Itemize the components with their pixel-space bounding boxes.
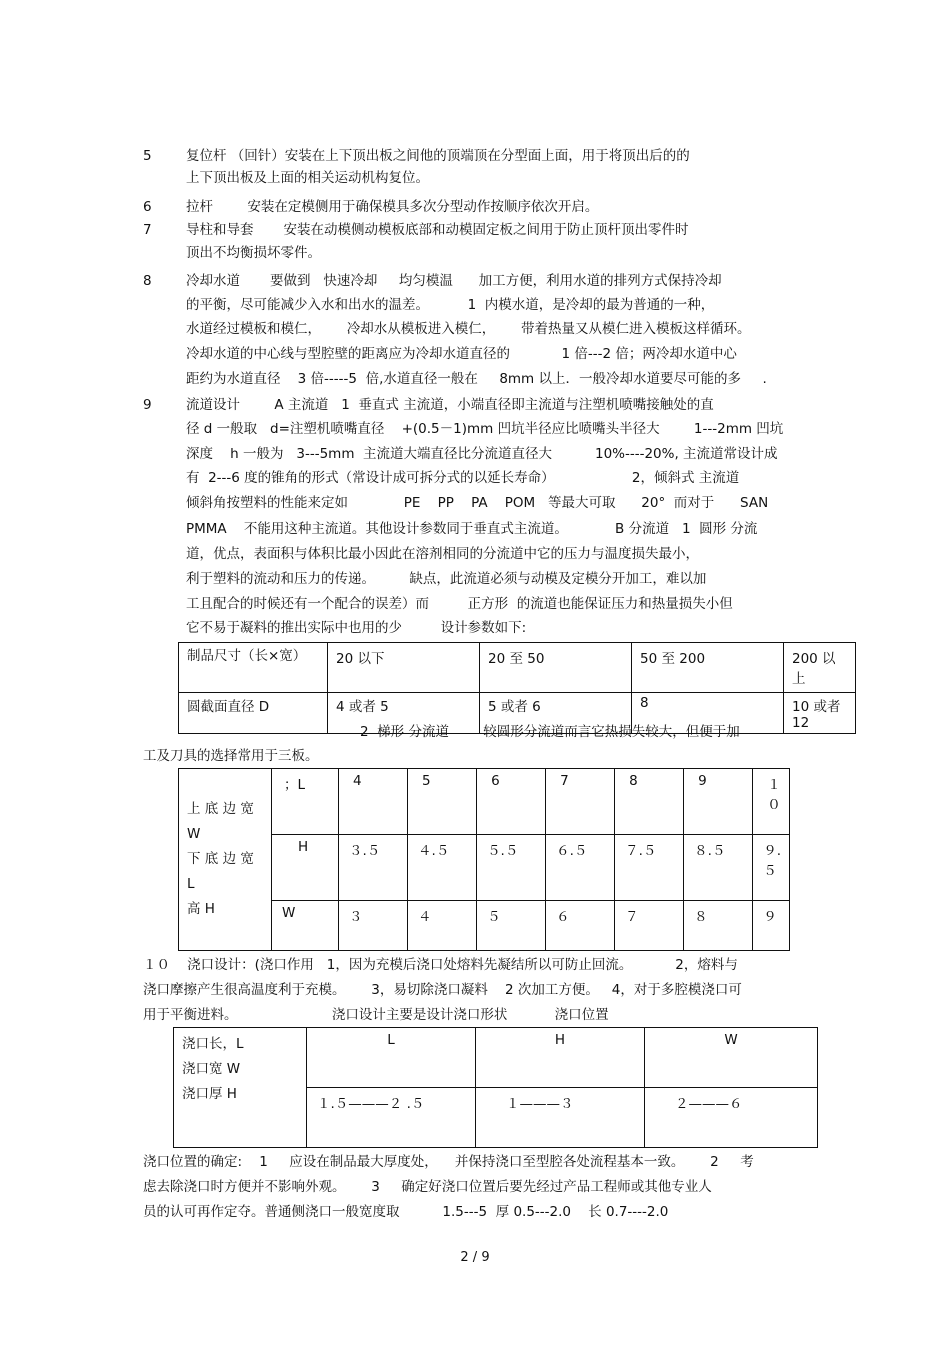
item-number-7: 7 <box>143 222 152 238</box>
table3-header-w <box>645 1028 818 1088</box>
table2-cell <box>753 901 790 951</box>
table1-header-col4-text: 200 以上 <box>792 651 836 687</box>
table3-header-w-text: W <box>724 1032 738 1048</box>
table2-cell <box>615 835 684 901</box>
gate-position-line-2: 虑去除浇口时方便并不影响外观。 3 确定好浇口位置后要先经过产品工程师或其他专业人 <box>143 1179 712 1195</box>
item-number-6: 6 <box>143 199 152 215</box>
table2-cell-text: ９.５ <box>763 843 781 879</box>
table1-header-col2 <box>480 643 632 693</box>
table2-cell <box>477 901 546 951</box>
table3-value-h-text: １———３ <box>506 1096 574 1112</box>
table2-cell-text: ５ <box>487 909 501 925</box>
table2-cell <box>408 769 477 835</box>
table2-cell <box>753 835 790 901</box>
table2-cell <box>546 901 615 951</box>
table2-cell-text: ６.５ <box>556 843 588 859</box>
table2-cell <box>339 901 408 951</box>
item-number-5: 5 <box>143 148 152 164</box>
gate-dimension-table <box>173 1027 818 1148</box>
table2-label-top-width: 上 底 边 宽 <box>187 801 254 817</box>
table2-cell-text: ８ <box>694 909 708 925</box>
table1-cell-1-text: 4 或者 5 <box>336 699 389 715</box>
table2-cell <box>546 769 615 835</box>
item-5-line-2: 上下顶出板及上面的相关运动机构复位。 <box>186 170 429 186</box>
table3-value-l <box>307 1088 476 1148</box>
table2-row-key <box>272 901 339 951</box>
table2-cell-text: ３.５ <box>349 843 381 859</box>
table2-label-l: L <box>187 876 195 892</box>
table1-header-col1-text: 20 以下 <box>336 651 385 667</box>
table2-cell-text: ７ <box>625 909 639 925</box>
table2-cell-text: ７.５ <box>625 843 657 859</box>
item-9-line-9: 工且配合的时候还有一个配合的误差）而 正方形 的流道也能保证压力和热量损失小但 <box>186 596 733 612</box>
table2-row-key-text: ；L <box>284 777 306 793</box>
table2-cell-text: ４.５ <box>418 843 450 859</box>
trapezoid-runner-line-1: 2 梯形 分流道 较圆形分流道而言它热损失较大，但便于加 <box>360 724 740 740</box>
table3-label-thickness: 浇口厚 H <box>182 1086 237 1102</box>
table2-row-key <box>272 769 339 835</box>
table2-cell-text: １０ <box>767 777 781 813</box>
table1-row-label <box>179 693 328 734</box>
table1-cell-4-text: 10 或者 12 <box>792 699 841 731</box>
table2-cell-text: 4 <box>353 773 362 789</box>
item-7-line-1: 导柱和导套 安装在动模侧动模板底部和动模固定板之间用于防止顶杆顶出零件时 <box>186 222 689 238</box>
table1-cell-2-text: 5 或者 6 <box>488 699 541 715</box>
item-7-line-2: 顶出不均衡损坏零件。 <box>186 245 321 261</box>
table3-value-w <box>645 1088 818 1148</box>
table1-header-col3-text: 50 至 200 <box>640 651 706 667</box>
table2-cell <box>408 901 477 951</box>
table2-cell-text: 7 <box>560 773 569 789</box>
table3-labels <box>174 1028 307 1148</box>
gate-design-line-3: 用于平衡进料。 浇口设计主要是设计浇口形状 浇口位置 <box>143 1007 609 1023</box>
table2-cell-text: ９ <box>763 909 777 925</box>
item-8-line-4: 冷却水道的中心线与型腔壁的距离应为冷却水道直径的 1 倍---2 倍；两冷却水道中心 <box>186 346 737 362</box>
table1-cell-4 <box>784 693 856 734</box>
item-8-line-2: 的平衡，尽可能减少入水和出水的温差。 1 内模水道，是冷却的最为普通的一种， <box>186 297 715 313</box>
table3-value-l-text: １.５———２ .５ <box>317 1096 425 1112</box>
table3-label-width: 浇口宽 W <box>182 1061 241 1077</box>
table2-labels <box>179 769 272 951</box>
item-6-line-1: 拉杆 安装在定模侧用于确保模具多次分型动作按顺序依次开启。 <box>186 199 599 215</box>
item-5-line-1: 复位杆 （回针）安装在上下顶出板之间他的顶端顶在分型面上面，用于将顶出后的的 <box>186 148 690 164</box>
table2-cell-text: ３ <box>349 909 363 925</box>
table2-cell <box>684 835 753 901</box>
table2-row-key-text: W <box>282 905 296 921</box>
item-9-line-6: PMMA 不能用这种主流道。其他设计参数同于垂直式主流道。 B 分流道 1 圆形 分流 <box>186 521 758 537</box>
table2-row-key-text: H <box>298 839 309 855</box>
table2-label-height: 高 H <box>187 901 215 917</box>
trapezoid-runner-line-2: 工及刀具的选择常用于三板。 <box>143 748 319 764</box>
gate-position-line-3: 员的认可再作定夺。普通侧浇口一般宽度取 1.5---5 厚 0.5---2.0 长 0.7----2.0 <box>143 1204 669 1220</box>
item-9-line-7: 道，优点，表面积与体积比最小因此在溶剂相同的分流道中它的压力与温度损失最小， <box>186 546 699 562</box>
item-8-line-1: 冷却水道 要做到 快速冷却 均匀模温 加工方便，利用水道的排列方式保持冷却 <box>186 273 722 289</box>
item-9-line-8: 利于塑料的流动和压力的传递。 缺点，此流道必须与动模及定模分开加工，难以加 <box>186 571 707 587</box>
table2-label-bottom-width: 下 底 边 宽 <box>187 851 254 867</box>
table2-cell <box>753 769 790 835</box>
table2-cell-text: 6 <box>491 773 500 789</box>
table1-header-size <box>179 643 328 693</box>
gate-position-line-1: 浇口位置的确定: 1 应设在制品最大厚度处， 并保持浇口至型腔各处流程基本一致。 2 考 <box>143 1154 754 1170</box>
table1-header-col4 <box>784 643 856 693</box>
table3-header-l-text: L <box>387 1032 395 1048</box>
table3-header-h-text: H <box>554 1032 566 1048</box>
table2-cell <box>546 835 615 901</box>
item-9-line-10: 它不易于凝料的推出实际中也用的少 设计参数如下: <box>186 620 527 636</box>
table2-cell <box>339 835 408 901</box>
item-number-9: 9 <box>143 397 152 413</box>
item-9-line-2: 径 d 一般取 d=注塑机喷嘴直径 +(0.5－1)mm 凹坑半径应比喷嘴头半径大 1---2mm 凹坑 <box>186 421 784 437</box>
table2-cell-text: 9 <box>698 773 707 789</box>
item-8-line-3: 水道经过模板和模仁， 冷却水从模板进入模仁， 带着热量又从模仁进入模板这样循环。 <box>186 321 751 337</box>
item-9-line-1: 流道设计 A 主流道 1 垂直式 主流道，小端直径即主流道与注塑机喷嘴接触处的直 <box>186 397 714 413</box>
page-number: 2 / 9 <box>460 1250 490 1265</box>
trapezoid-runner-table <box>178 768 790 951</box>
item-9-line-3: 深度 h 一般为 3---5mm 主流道大端直径比分流道直径大 10%----20%, 主流道常设计成 <box>186 446 778 462</box>
table2-cell <box>339 769 408 835</box>
table2-cell-text: ８.５ <box>694 843 726 859</box>
item-9-line-4: 有 2---6 度的锥角的形式（常设计成可拆分式的以延长寿命） 2，倾斜式 主流道 <box>186 470 740 486</box>
gate-design-line-2: 浇口摩擦产生很高温度利于充模。 3，易切除浇口凝料 2 次加工方便。 4，对于多腔模浇口可 <box>143 982 742 998</box>
table2-cell <box>615 769 684 835</box>
table3-value-w-text: ２———６ <box>675 1096 743 1112</box>
table2-cell <box>477 835 546 901</box>
table3-value-h <box>476 1088 645 1148</box>
table1-header-size-text: 制品尺寸（长×宽） <box>187 648 307 664</box>
table2-cell-text: ５.５ <box>487 843 519 859</box>
table1-header-col3 <box>632 643 784 693</box>
table1-header-col2-text: 20 至 50 <box>488 651 545 667</box>
table3-header-h <box>476 1028 645 1088</box>
table2-cell <box>477 769 546 835</box>
item-8-line-5: 距约为水道直径 3 倍-----5 倍,水道直径一般在 8mm 以上．一般冷却水道要尽可能的多 . <box>186 371 767 387</box>
table2-label-w: W <box>187 826 201 842</box>
table2-cell-text: 8 <box>629 773 638 789</box>
gate-design-line-1: １０ 浇口设计：(浇口作用 1，因为充模后浇口处熔料先凝结所以可防止回流。 2，熔料与 <box>143 957 738 973</box>
table2-cell-text: ４ <box>418 909 432 925</box>
table2-cell <box>408 835 477 901</box>
item-number-8: 8 <box>143 273 152 289</box>
table3-header-l <box>307 1028 476 1088</box>
table2-row-key <box>272 835 339 901</box>
table1-cell-3-text: 8 <box>640 695 649 711</box>
table2-cell <box>615 901 684 951</box>
table2-cell <box>684 769 753 835</box>
table2-cell-text: ６ <box>556 909 570 925</box>
table2-cell <box>684 901 753 951</box>
round-runner-table <box>178 642 856 734</box>
item-9-line-5: 倾斜角按塑料的性能来定如 PE PP PA POM 等最大可取 20° 而对于 SAN <box>186 495 769 511</box>
table2-cell-text: 5 <box>422 773 431 789</box>
table1-row-label-text: 圆截面直径 D <box>187 699 270 715</box>
table3-label-length: 浇口长，L <box>182 1036 244 1052</box>
table1-header-col1 <box>328 643 480 693</box>
